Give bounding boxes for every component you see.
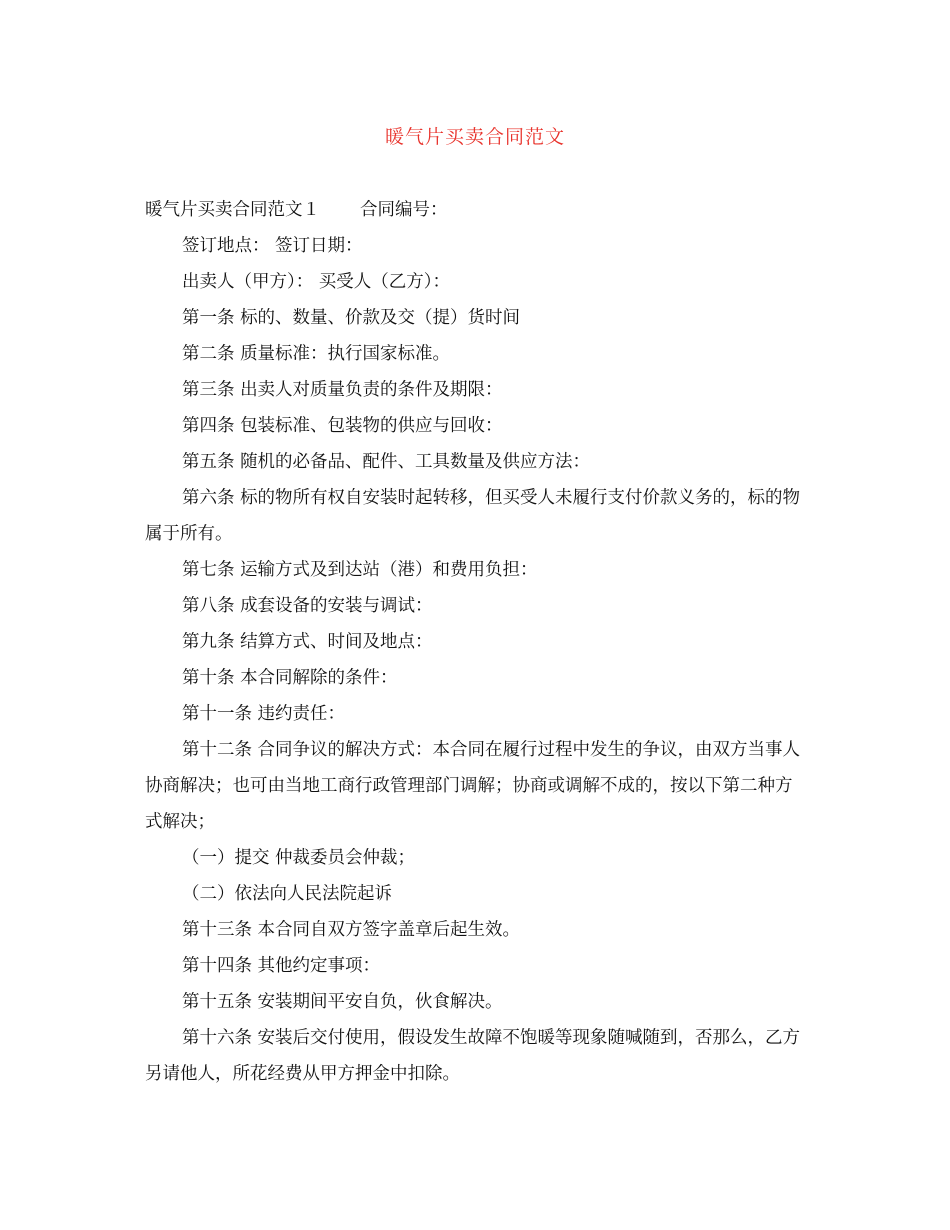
paragraph: 第五条 随机的必备品、配件、工具数量及供应方法： (182, 452, 591, 472)
document-title: 暖气片买卖合同范文 (384, 126, 565, 148)
paragraph: 第八条 成套设备的安装与调试： (182, 596, 433, 616)
document-body (145, 192, 805, 1092)
paragraph: 第十条 本合同解除的条件： (182, 668, 398, 688)
paragraph: 签订地点： 签订日期： (182, 236, 363, 256)
paragraph: 第六条 标的物所有权自安装时起转移，但买受人未履行支付价款义务的，标的物属于所有。 (145, 488, 801, 544)
paragraph: 第十一条 违约责任： (182, 704, 346, 724)
paragraph: 出卖人（甲方）： 买受人（乙方）： (182, 272, 451, 292)
paragraph: 第一条 标的、数量、价款及交（提）货时间 (182, 308, 521, 328)
paragraph: 第十五条 安装期间平安自负，伙食解决。 (182, 992, 503, 1012)
paragraph: （二）依法向人民法院起诉 (182, 884, 392, 904)
paragraph: 第七条 运输方式及到达站（港）和费用负担： (182, 560, 538, 580)
paragraph: 第十四条 其他约定事项： (182, 956, 381, 976)
paragraph: （一）提交 仲裁委员会仲裁； (182, 848, 416, 868)
paragraph: 第十三条 本合同自双方签字盖章后起生效。 (182, 920, 521, 940)
paragraph: 第二条 质量标准：执行国家标准。 (182, 344, 451, 364)
paragraph: 第十六条 安装后交付使用，假设发生故障不饱暖等现象随喊随到，否那么，乙方另请他人，所花经费从甲方押金中扣除。 (145, 1028, 801, 1084)
paragraph: 第三条 出卖人对质量负责的条件及期限： (182, 380, 503, 400)
document-heading: 暖气片买卖合同范文１ (145, 200, 320, 220)
paragraph: 第四条 包装标准、包装物的供应与回收： (182, 416, 503, 436)
contract-number-label: 合同编号： (360, 200, 448, 220)
first-line (145, 192, 805, 228)
paragraph: 第九条 结算方式、时间及地点： (182, 632, 433, 652)
paragraph: 第十二条 合同争议的解决方式：本合同在履行过程中发生的争议，由双方当事人协商解决；也可由当地工商行政管理部门调解；协商或调解不成的，按以下第二种方式解决； (145, 740, 801, 832)
